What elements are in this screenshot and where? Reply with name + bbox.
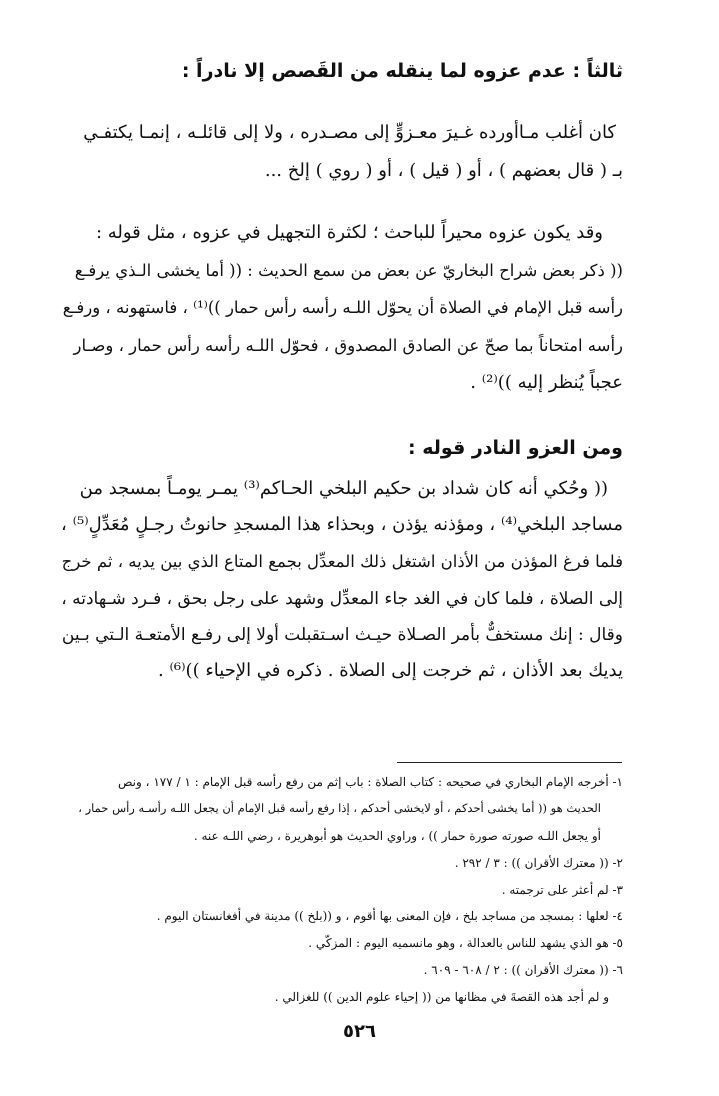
footnote-line: ٦- (( معترك الأقران )) : ٢ / ٦٠٨ - ٦٠٩ . (423, 963, 623, 977)
quote-line: وقال : إنك مستخفٌّ بأمر الصـلاة حيـث اسـتقبلت أولا إلى رفـع الأمتعـة الـتي بـين (61, 625, 623, 645)
footnote-line: أو يجعل اللـه صورته صورة حمار )) ، وراوي الحديث هو أبوهريرة ، رضي اللـه عنه . (193, 829, 601, 843)
paragraph-line: وقد يكون عزوه محيراً للباحث ؛ لكثرة التجهيل في عزوه ، مثل قوله : (95, 222, 603, 243)
paragraph-line: بـ ( قال بعضهم ) ، أو ( قيل ) ، أو ( روي ) إلخ ... (264, 160, 623, 181)
footnote-line: الحديث هو (( أما يخشى أحدكم ، أو لايخشى أحدكم ، إذا رفع رأسه قبل الإمام أن يجعل اللـه رأسـه رأس حمار ، (78, 801, 601, 815)
footnote-line: ٥- هو الذي يشهد للناس بالعدالة ، وهو مانسميه اليوم : المزكّي . (308, 936, 623, 950)
quote-line: فلما فرغ المؤذن من الأذان اشتغل ذلك المعدِّل بجمع المتاع الذي بين يديه ، ثم خرج (61, 552, 623, 571)
paragraph-line: رأسه امتحاناً بما صحّ عن الصادق المصدوق ، فحوّل اللـه رأسه رأس حمار ، وصـار (73, 336, 623, 355)
footnote-line: ٢- (( معترك الأقران )) : ٣ / ٢٩٢ . (454, 856, 623, 870)
quote-line: إلى الصلاة ، فلما كان في الغد جاء المعدِّل وشهد على رجل بحق ، فـرد شـهادته ، (61, 589, 623, 609)
section-heading: ومن العزو النادر قوله : (408, 437, 623, 459)
footnote-line: ٣- لم أعثر على ترجمته . (501, 883, 623, 897)
paragraph-line: عجباً يُنظر إليه ))⁽²⁾ . (470, 372, 623, 393)
page-number: ٥٢٦ (343, 1021, 376, 1042)
paragraph-line: (( ذكر بعض شراح البخاريّ عن بعض من سمع الحديث : (( أما يخشى الـذي يرفـع (74, 261, 623, 280)
quote-line: يديك بعد الأذان ، ثم خرجت إلى الصلاة . ذكره في الإحياء ))⁽⁶⁾ . (158, 660, 623, 681)
section-heading: ثالثاً : عدم عزوه لما ينقله من القَصص إلا نادراً : (181, 60, 623, 82)
paragraph-line: رأسه قبل الإمام في الصلاة أن يحوّل اللـه رأسه رأس حمار ))⁽¹⁾ ، فاستهونه ، ورفـع (62, 298, 623, 317)
footnote-separator (397, 762, 622, 763)
footnote-line: و لم أجد هذه القصةَ في مظانها من (( إحياء علوم الدين )) للغزالي . (274, 990, 609, 1004)
quote-line: (( وحُكي أنه كان شداد بن حكيم البلخي الحـاكم⁽³⁾ يمـر يومـاً بمسجد من (79, 478, 608, 499)
footnote-line: ٤- لعلها : بمسجد من مساجد بلخ ، فإن المعنى بها أقوم ، و ((بلخ )) مدينة في أفغانستان اليوم . (156, 909, 623, 923)
footnote-line: ١- أخرجه الإمام البخاري في صحيحه : كتاب الصلاة : باب إثم من رفع رأسه قبل الإمام : ١ / ١٧٧ ، ونص (117, 775, 623, 789)
paragraph-line: كان أغلب مـاأورده غـيرَ معـزوٍّ إلى مصـدره ، ولا إلى قائلـه ، إنمـا يكتفـي (83, 122, 616, 143)
quote-line: مساجد البلخي⁽⁴⁾ ، ومؤذنه يؤذن ، وبحذاء هذا المسجدِ حانوتُ رجـلٍ مُعَدِّلٍ⁽⁵⁾ ، (61, 514, 623, 535)
